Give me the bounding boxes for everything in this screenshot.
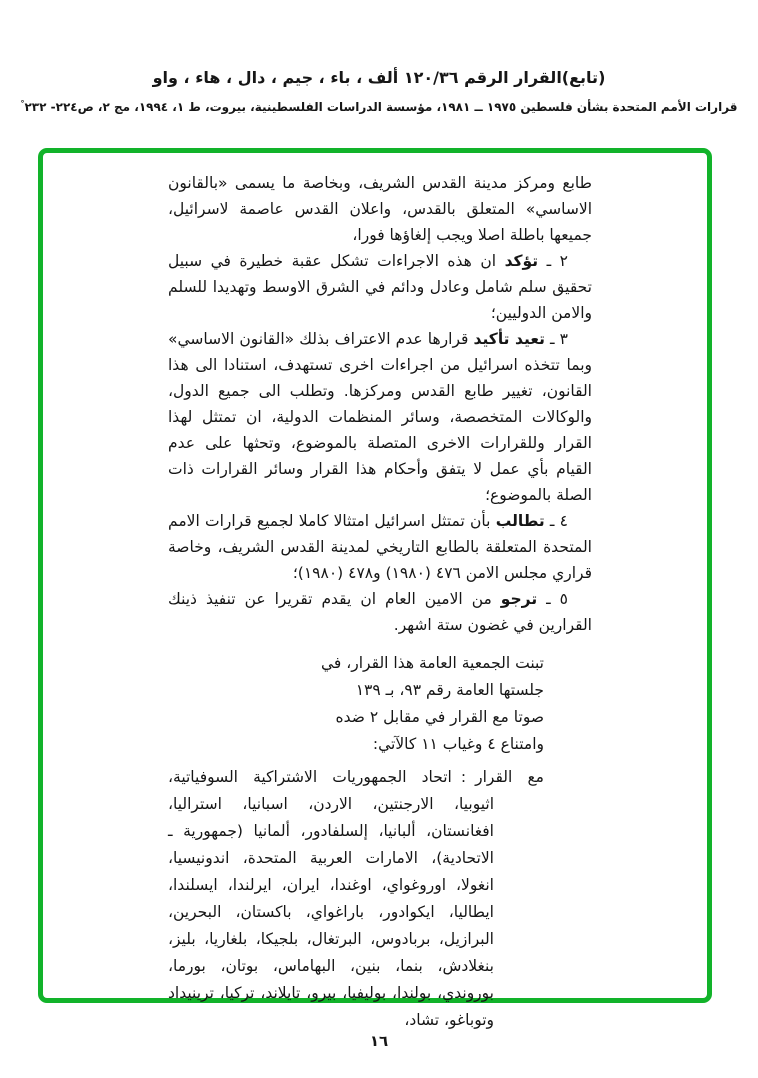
paragraph-lead-word: ترجو xyxy=(500,590,538,608)
adoption-note-line: تبنت الجمعية العامة هذا القرار، في xyxy=(321,654,544,672)
resolution-paragraph: طابع ومركز مدينة القدس الشريف، وبخاصة ما يسمى «بالقانون الاساسي» المتعلق بالقدس، واعلان القدس عاصمة لاسرائيل، جميعها باطلة اصلا ويجب إلغاؤها فورا، xyxy=(168,174,592,244)
paragraph-lead-word: تعيد تأكيد xyxy=(473,330,545,348)
adoption-note-line: جلستها العامة رقم ٩٣، بـ ١٣٩ xyxy=(355,681,544,699)
vote-countries: اتحاد الجمهوريات الاشتراكية السوفياتية، اثيوبيا، الارجنتين، الاردن، اسبانيا، استراليا، افغانستان، ألبانيا، إلسلفادور، ألمانيا (جمهورية ـ الاتحادية)، الامارات العربية المتحدة، اندونيسيا، انغولا، اوروغواي، اوغندا، ايران، ايرلندا، ايسلندا، ايطاليا، ايكوادور، باراغواي، باكستان، البحرين، البرازيل، بربادوس، البرتغال، بلجيكا، بلغاريا، بليز، بنغلادش، بنما، بنين، البهاماس، بوتان، بورما، بوروندي، بولندا، بوليفيا، بيرو، تايلاند، تركيا، ترينيداد وتوباغو، تشاد، xyxy=(168,768,494,1029)
vote-list xyxy=(168,764,544,1034)
vote-colon: : xyxy=(460,768,467,786)
resolution-text xyxy=(168,170,592,1034)
adoption-note xyxy=(168,650,544,758)
resolution-paragraph: ٣ ـ تعيد تأكيد قرارها عدم الاعتراف بذلك «القانون الاساسي» وبما تتخذه اسرائيل من اجراءات اخرى تستهدف، استنادا الى هذا القانون، تغيير طابع القدس ومركزها. وتطلب الى جميع الدول، والوكالات المتخصصة، وسائر المنظمات الدولية، ان تمتثل لهذا القرار وللقرارات الاخرى المتصلة بالموضوع، وتحثها على عدم القيام بأي عمل لا يتفق وأحكام هذا القرار وسائر القرارات ذات الصلة بالموضوع؛ xyxy=(168,330,592,504)
resolution-paragraphs xyxy=(168,170,592,638)
header-source-line xyxy=(0,99,758,114)
adoption-note-line: صوتا مع القرار في مقابل ٢ ضده xyxy=(335,708,544,726)
vote-label: مع القرار xyxy=(475,768,544,786)
footnote-mark: ° xyxy=(20,99,25,108)
resolution-paragraph: ٢ ـ تؤكد ان هذه الاجراءات تشكل عقبة خطيرة في سبيل تحقيق سلم شامل وعادل ودائم في الشرق الاوسط وتهديدا للسلم والامن الدوليين؛ xyxy=(168,252,592,322)
header-title: (تابع)القرار الرقم ١٢٠/٣٦ ألف ، باء ، جيم ، دال ، هاء ، واو xyxy=(152,68,606,87)
resolution-paragraph: ٤ ـ تطالب بأن تمتثل اسرائيل امتثالا كاملا لجميع قرارات الامم المتحدة المتعلقة بالطابع التاريخي لمدينة القدس الشريف، وخاصة قراري مجلس الامن ٤٧٦ (١٩٨٠) و٤٧٨ (١٩٨٠)؛ xyxy=(168,512,592,582)
adoption-note-line: وامتناع ٤ وغياب ١١ كالآتي: xyxy=(372,735,544,753)
source-citation-text: قرارات الأمم المتحدة بشأن فلسطين ١٩٧٥ ــ ١٩٨١، مؤسسة الدراسات الفلسطينية، بيروت، ط ١، ١٩٩٤، مج ٢، ص٢٢٤- ٢٣٢ xyxy=(24,100,738,114)
resolution-paragraph: ٥ ـ ترجو من الامين العام ان يقدم تقريرا عن تنفيذ ذينك القرارين في غضون ستة اشهر. xyxy=(168,590,592,634)
paragraph-lead-word: تطالب xyxy=(495,512,545,530)
page-number: ١٦ xyxy=(369,1032,389,1050)
paragraph-lead-word: تؤكد xyxy=(504,252,539,270)
